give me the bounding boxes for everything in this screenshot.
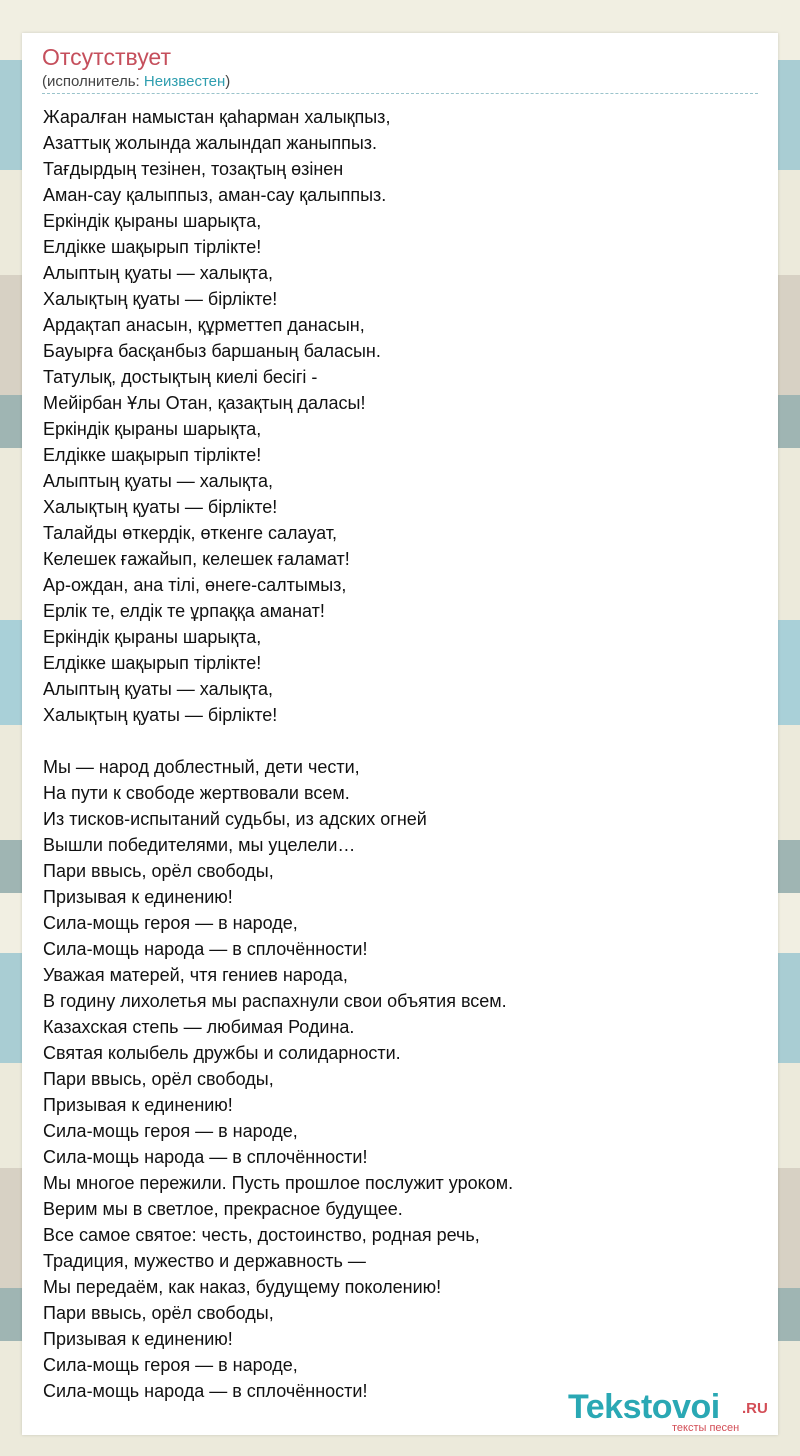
lyric-line: Мейірбан Ұлы Отан, қазақтың даласы!	[43, 393, 366, 413]
lyric-line: Тағдырдың тезінен, тозақтың өзінен	[43, 159, 344, 179]
artist-prefix: (исполнитель:	[42, 73, 144, 90]
lyric-line: Призывая к единению!	[43, 1329, 233, 1349]
lyric-line: Еркіндік қыраны шарықта,	[43, 419, 262, 439]
lyric-line: Мы многое пережили. Пусть прошлое послужит уроком.	[43, 1173, 514, 1193]
lyric-line: Еркіндік қыраны шарықта,	[43, 627, 262, 647]
lyric-line: Ерлік те, елдік те ұрпаққа аманат!	[43, 601, 325, 621]
lyrics-verse-russian	[43, 754, 743, 1404]
lyric-line: Азаттық жолында жалындап жаныппыз.	[43, 133, 378, 153]
lyric-line: Ардақтап анасын, құрметтеп данасын,	[43, 315, 365, 335]
lyric-line: Святая колыбель дружбы и солидарности.	[43, 1043, 401, 1063]
lyric-line: Жаралған намыстан қаһарман халықпыз,	[43, 107, 391, 127]
lyric-line: Из тисков-испытаний судьбы, из адских огней	[43, 809, 427, 829]
lyric-line: Призывая к единению!	[43, 887, 233, 907]
lyric-line: Бауырға басқанбыз баршаның баласын.	[43, 341, 381, 361]
lyric-line: Пари ввысь, орёл свободы,	[43, 1069, 274, 1089]
lyric-line: Все самое святое: честь, достоинство, родная речь,	[43, 1225, 480, 1245]
artist-suffix: )	[225, 73, 231, 90]
lyric-line: Келешек ғажайып, келешек ғаламат!	[43, 549, 350, 569]
lyrics-verse-kazakh	[43, 104, 743, 728]
lyric-line: В годину лихолетья мы распахнули свои объятия всем.	[43, 991, 507, 1011]
lyric-line: Халықтың қуаты — бірлікте!	[43, 497, 278, 517]
lyrics-text	[43, 104, 743, 1404]
title-divider	[42, 93, 758, 94]
lyric-line: Сила-мощь народа — в сплочённости!	[43, 1147, 368, 1167]
logo-word: Tekstovoi	[568, 1388, 720, 1426]
logo-tld: .RU	[742, 1400, 768, 1417]
lyric-line: Сила-мощь народа — в сплочённости!	[43, 939, 368, 959]
lyric-line: Алыптың қуаты — халықта,	[43, 263, 273, 283]
lyrics-card	[22, 33, 778, 1435]
lyric-line: Елдікке шақырып тірлікте!	[43, 445, 262, 465]
lyric-line: Елдікке шақырып тірлікте!	[43, 237, 262, 257]
verse-gap	[43, 728, 743, 754]
lyric-line: Халықтың қуаты — бірлікте!	[43, 289, 278, 309]
lyric-line: Вышли победителями, мы уцелели…	[43, 835, 356, 855]
artist-line	[42, 73, 230, 91]
lyric-line: Алыптың қуаты — халықта,	[43, 471, 273, 491]
lyric-line: Аман-сау қалыппыз, аман-сау қалыппыз.	[43, 185, 387, 205]
lyric-line: Мы передаём, как наказ, будущему поколению!	[43, 1277, 442, 1297]
lyric-line: Пари ввысь, орёл свободы,	[43, 1303, 274, 1323]
lyric-line: Сила-мощь героя — в народе,	[43, 913, 298, 933]
lyric-line: Мы — народ доблестный, дети чести,	[43, 757, 360, 777]
lyric-line: Казахская степь — любимая Родина.	[43, 1017, 355, 1037]
artist-link[interactable]: Неизвестен	[143, 73, 226, 90]
lyric-line: Уважая матерей, чтя гениев народа,	[43, 965, 348, 985]
lyric-line: Талайды өткердік, өткенге салауат,	[43, 523, 337, 543]
lyric-line: Сила-мощь героя — в народе,	[43, 1355, 298, 1375]
lyric-line: Ар-ождан, ана тілі, өнеге-салтымыз,	[43, 575, 347, 595]
lyric-line: Традиция, мужество и державность —	[43, 1251, 366, 1271]
lyric-line: Татулық, достықтың киелі бесігі -	[43, 367, 318, 387]
lyric-line: Верим мы в светлое, прекрасное будущее.	[43, 1199, 403, 1219]
lyric-line: Сила-мощь героя — в народе,	[43, 1121, 298, 1141]
lyric-line: Сила-мощь народа — в сплочённости!	[43, 1381, 368, 1401]
lyric-line: Призывая к единению!	[43, 1095, 233, 1115]
lyric-line: Пари ввысь, орёл свободы,	[43, 861, 274, 881]
lyric-line: Еркіндік қыраны шарықта,	[43, 211, 262, 231]
site-logo[interactable]	[568, 1389, 778, 1433]
song-title: Отсутствует	[42, 44, 171, 70]
logo-tagline: тексты песен	[672, 1422, 740, 1434]
lyric-line: На пути к свободе жертвовали всем.	[43, 783, 350, 803]
lyric-line: Елдікке шақырып тірлікте!	[43, 653, 262, 673]
lyric-line: Халықтың қуаты — бірлікте!	[43, 705, 278, 725]
lyric-line: Алыптың қуаты — халықта,	[43, 679, 273, 699]
